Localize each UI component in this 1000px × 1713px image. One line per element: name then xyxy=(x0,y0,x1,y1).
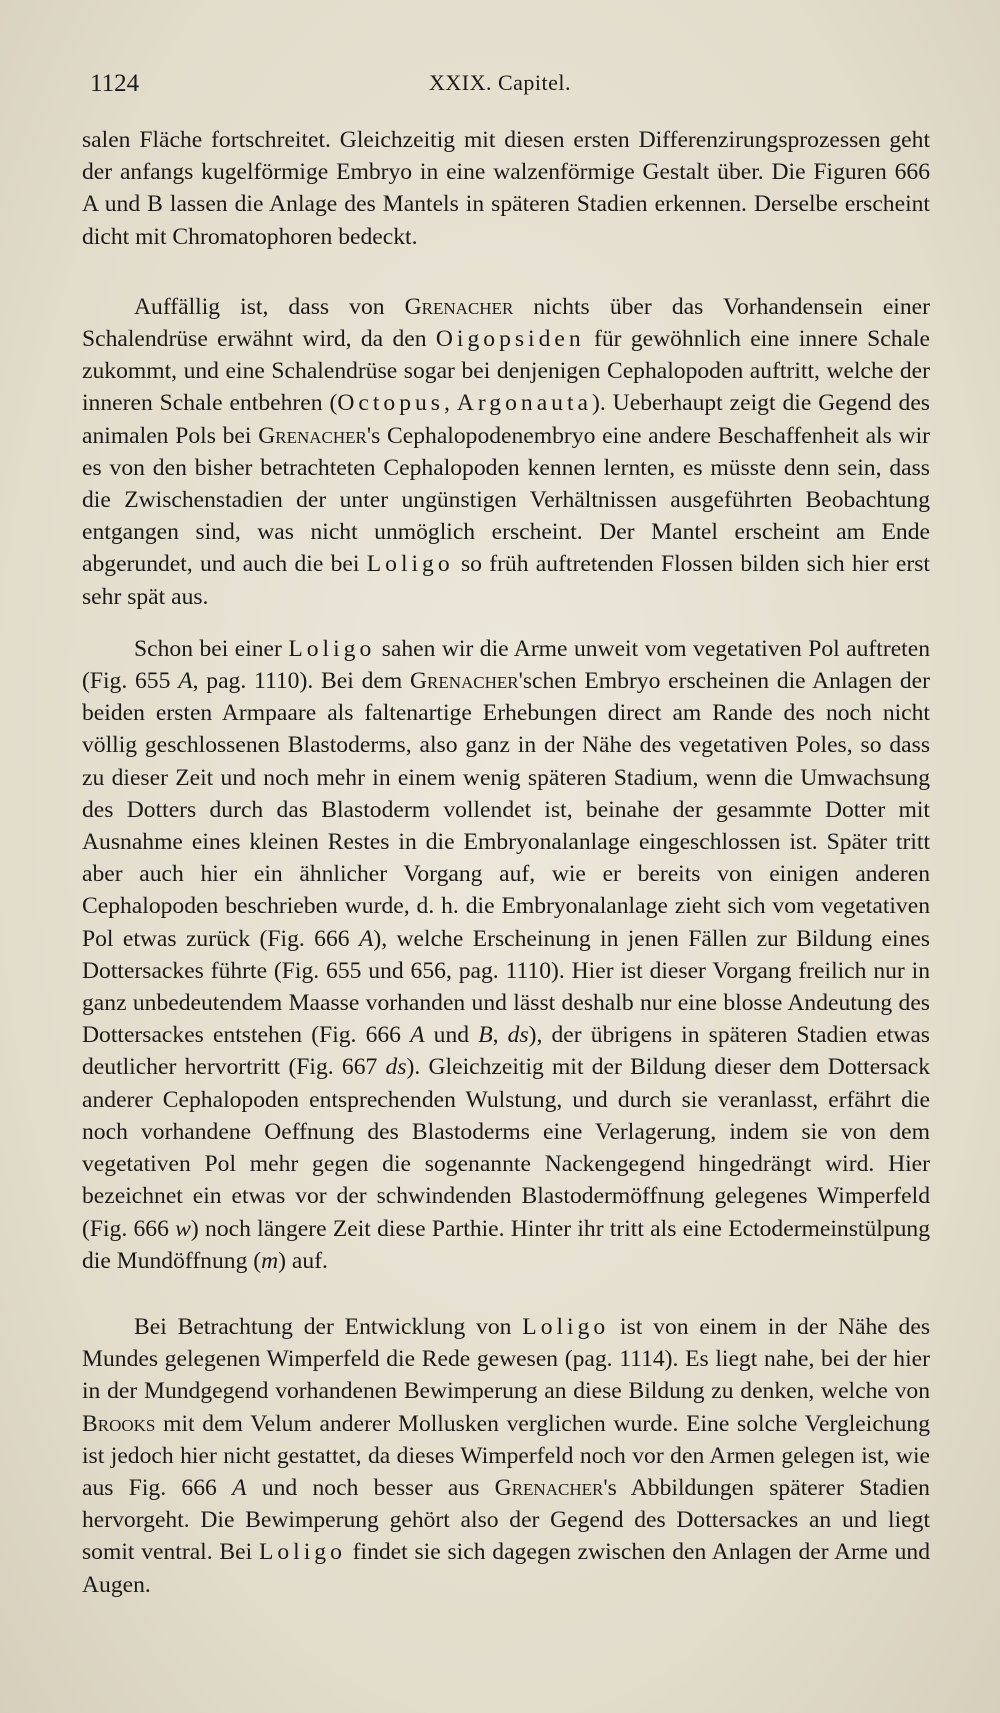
figure-label: B xyxy=(478,1022,493,1049)
figure-label: ds xyxy=(385,1054,407,1081)
taxon-name: Oigopsiden xyxy=(435,326,585,353)
author-name: Grenacher xyxy=(404,293,514,320)
paragraph-1: salen Fläche fortschreitet. Gleichzeitig mit diesen ersten Differenzirungsprozessen geht der anfangs kugelförmige Embryo in eine walzenförmige Gestalt über. Die Figuren 666 A und B lassen die Anlage des Mantels in späteren Stadien erkennen. Derselbe erscheint dicht mit Chromatophoren bedeckt. xyxy=(82,127,930,250)
figure-label: A xyxy=(232,1474,247,1501)
taxon-name: Octopus xyxy=(337,390,444,417)
figure-label: A xyxy=(410,1022,425,1049)
taxon-name: Loligo xyxy=(366,551,454,578)
author-name: Grenacher xyxy=(258,422,367,449)
taxon-name: Loligo xyxy=(258,1539,346,1566)
figure-label: w xyxy=(175,1215,191,1242)
page-number: 1124 xyxy=(90,70,140,97)
paragraph-4: Bei Betrachtung der Entwicklung von Loligo ist von einem in der Nähe des Mundes gelegenen Wimperfeld die Rede gewesen (pag. 1114). Es liegt nahe, bei der hier in der Mundgegend vorhandenen Bewimperung an diese Bildung zu denken, welche von Brooks mit dem Velum anderer Mollusken verglichen wurde. Eine solche Vergleichung ist jedoch hier nicht gestattet, da dieses Wimperfeld noch vor den Armen gelegen ist, wie aus Fig. 666 A und noch besser aus Grenacher's Abbildungen späterer Stadien hervorgeht. Die Bewimperung gehört also der Gegend des Dottersackes an und liegt somit ventral. Bei Loligo findet sie sich dagegen zwischen den Anlagen der Arme und Augen. xyxy=(82,1313,931,1598)
running-title: XXIX. Capitel. xyxy=(428,70,572,95)
figure-label: A xyxy=(358,925,374,952)
taxon-name: Loligo xyxy=(522,1313,610,1340)
author-name: Grenacher xyxy=(494,1474,604,1501)
author-name: Brooks xyxy=(82,1410,156,1437)
figure-label: A xyxy=(178,668,193,695)
figure-label: m xyxy=(261,1247,279,1274)
taxon-name: Argonauta xyxy=(456,390,592,417)
body-text xyxy=(82,124,930,1601)
paragraph-3: Schon bei einer Loligo sahen wir die Arme unweit vom vegetativen Pol auftreten (Fig. 655 A, pag. 1110). Bei dem Grenacher'schen Embryo erscheinen die Anlagen der beiden ersten Armpaare als faltenartige Erhebungen direct am Rande des noch nicht völlig geschlossenen Blastoderms, also ganz in der Nähe des vegetativen Poles, so dass zu dieser Zeit und noch mehr in einem wenig späteren Stadium, wenn die Umwachsung des Dotters durch das Blastoderm vollendet ist, beinahe der gesammte Dotter mit Ausnahme eines kleinen Restes in die Embryonalanlage eingeschlossen ist. Später tritt aber auch hier ein ähnlicher Vorgang auf, wie er bereits von einigen anderen Cephalopoden beschrieben wurde, d. h. die Embryonalanlage zieht sich vom vegetativen Pol etwas zurück (Fig. 666 A), welche Erscheinung in jenen Fällen zur Bildung eines Dottersackes führte (Fig. 655 und 656, pag. 1110). Hier ist dieser Vorgang freilich nur in ganz unbedeutendem Maasse vorhanden und lässt deshalb nur eine blosse Andeutung des Dottersackes entstehen (Fig. 666 A und B, ds), der übrigens in späteren Stadien etwas deutlicher hervortritt (Fig. 667 ds). Gleichzeitig mit der Bildung dieser dem Dottersack anderer Cephalopoden entsprechenden Wulstung, und durch sie veranlasst, erfährt die noch vorhandene Oeffnung des Blastoderms eine Verlagerung, indem sie von dem vegetativen Pol mehr gegen die sogenannte Nackengegend hingedrängt wird. Hier bezeichnet ein etwas vor der schwindenden Blastodermöffnung gelegenes Wimperfeld (Fig. 666 w) noch längere Zeit diese Parthie. Hinter ihr tritt als eine Ectodermeinstülpung die Mundöffnung (m) auf. xyxy=(82,635,931,1274)
figure-label: ds xyxy=(507,1022,529,1049)
taxon-name: Loligo xyxy=(288,635,376,662)
page-header xyxy=(90,70,910,102)
paragraph-2: Auffällig ist, dass von Grenacher nichts über das Vorhandensein einer Schalendrüse erwähnt wird, da den Oigopsiden für gewöhnlich eine innere Schale zukommt, und eine Schalendrüse sogar bei denjenigen Cephalopoden auftritt, welche der inneren Schale entbehren (Octopus, Argonauta). Ueberhaupt zeigt die Gegend des animalen Pols bei Grenacher's Cephalopodenembryo eine andere Beschaffenheit als wir es von den bisher betrachteten Cephalopoden kennen lernten, es müsste denn sein, dass die Zwischenstadien der unter ungünstigen Verhältnissen ausgeführten Beobachtung entgangen sind, was nicht unmöglich erscheint. Der Mantel erscheint am Ende abgerundet, und auch die bei Loligo so früh auftretenden Flossen bilden sich hier erst sehr spät aus. xyxy=(82,293,930,610)
author-name: Grenacher xyxy=(409,668,519,695)
